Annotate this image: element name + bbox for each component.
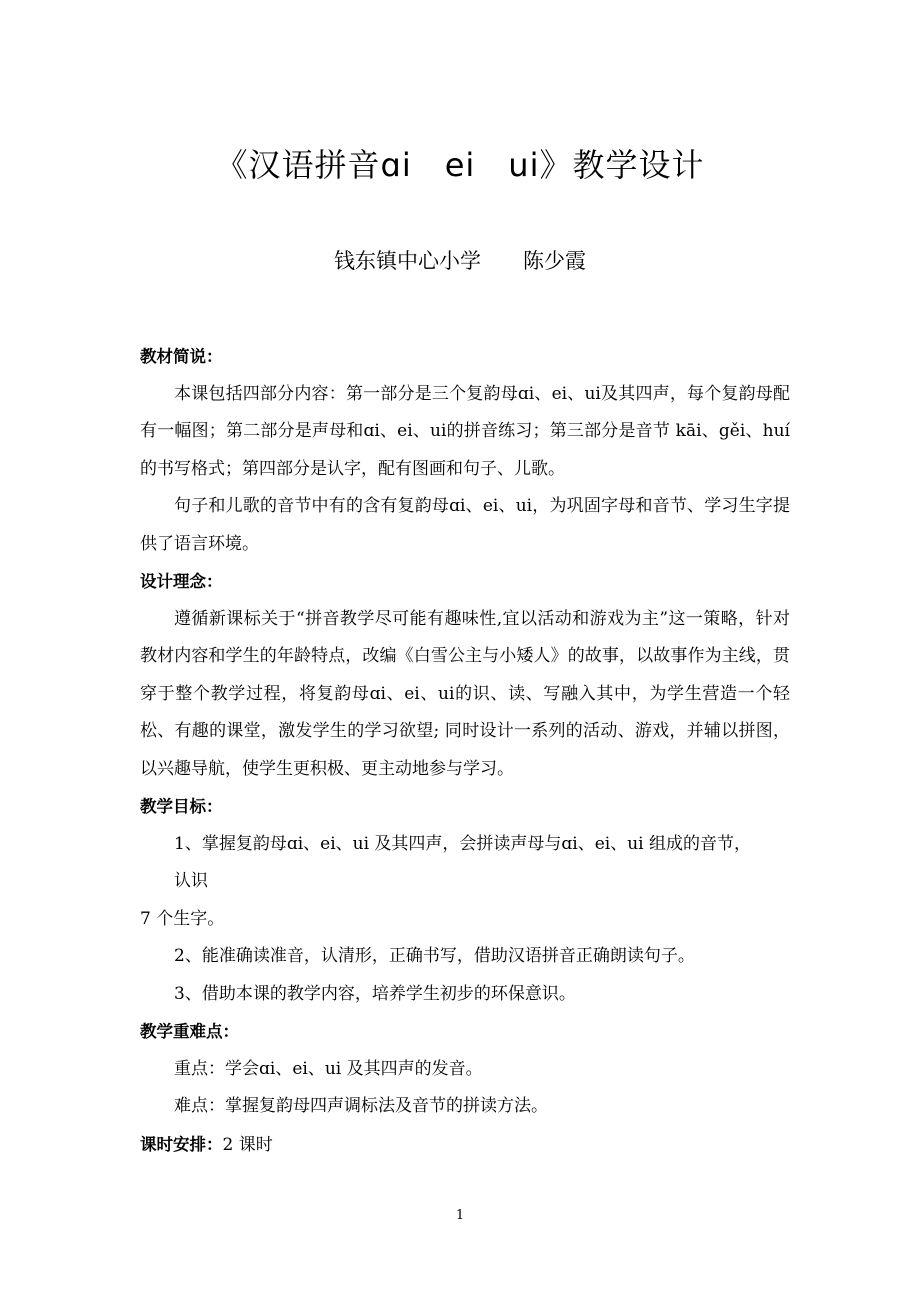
section-heading-material: 教材简说： bbox=[140, 347, 223, 366]
key-point: 重点：学会ɑi、ei、ui 及其四声的发音。 bbox=[174, 1058, 483, 1079]
schedule-value: 2 课时 bbox=[222, 1134, 273, 1155]
difficult-point: 难点：掌握复韵母四声调标法及音节的拼读方法。 bbox=[174, 1096, 548, 1116]
section-heading-design: 设计理念： bbox=[140, 572, 223, 591]
section-heading-schedule: 课时安排： bbox=[140, 1134, 223, 1154]
goal-item-2: 2、能准确读准音，认清形，正确书写，借助汉语拼音正确朗读句子。 bbox=[174, 946, 695, 966]
goal-item-1-continuation: 认识 bbox=[174, 871, 208, 891]
section-heading-goals: 教学目标： bbox=[140, 797, 223, 816]
section-heading-difficulties: 教学重难点： bbox=[140, 1022, 239, 1041]
document-title: 《汉语拼音ɑi ei ui》教学设计 bbox=[215, 146, 705, 184]
material-paragraph-2: 句子和儿歌的音节中有的含有复韵母ɑi、ei、ui，为巩固字母和音节、学习生字提供了语言环境。 bbox=[140, 496, 790, 554]
goal-item-3: 3、借助本课的教学内容，培养学生初步的环保意识。 bbox=[174, 983, 576, 1004]
page-number: 1 bbox=[455, 1208, 465, 1223]
goal-item-1: 1、掌握复韵母ɑi、ei、ui 及其四声，会拼读声母与ɑi、ei、ui 组成的音节， bbox=[174, 833, 752, 854]
author-line: 钱东镇中心小学 陈少霞 bbox=[334, 249, 586, 273]
material-paragraph-1: 本课包括四部分内容：第一部分是三个复韵母ɑi、ei、ui及其四声，每个复韵母配有一幅图；第二部分是声母和ɑi、ei、ui的拼音练习；第三部分是音节 kāi、gěi、huí的书写格式；第四部分是认字，配有图画和句子、儿歌。 bbox=[140, 383, 790, 479]
document-body bbox=[140, 338, 790, 1164]
design-paragraph: 遵循新课标关于“拼音教学尽可能有趣味性,宜以活动和游戏为主”这一策略，针对教材内容和学生的年龄特点，改编《白雪公主与小矮人》的故事，以故事作为主线，贯穿于整个教学过程，将复韵母ɑi、ei、ui的识、读、写融入其中，为学生营造一个轻松、有趣的课堂，激发学生的学习欲望; 同时设计一系列的活动、游戏，并辅以拼图，以兴趣导航，使学生更积极、更主动地参与学习。 bbox=[140, 608, 790, 779]
goal-item-1-tail: 7 个生字。 bbox=[140, 908, 225, 929]
section-schedule bbox=[140, 1126, 790, 1165]
